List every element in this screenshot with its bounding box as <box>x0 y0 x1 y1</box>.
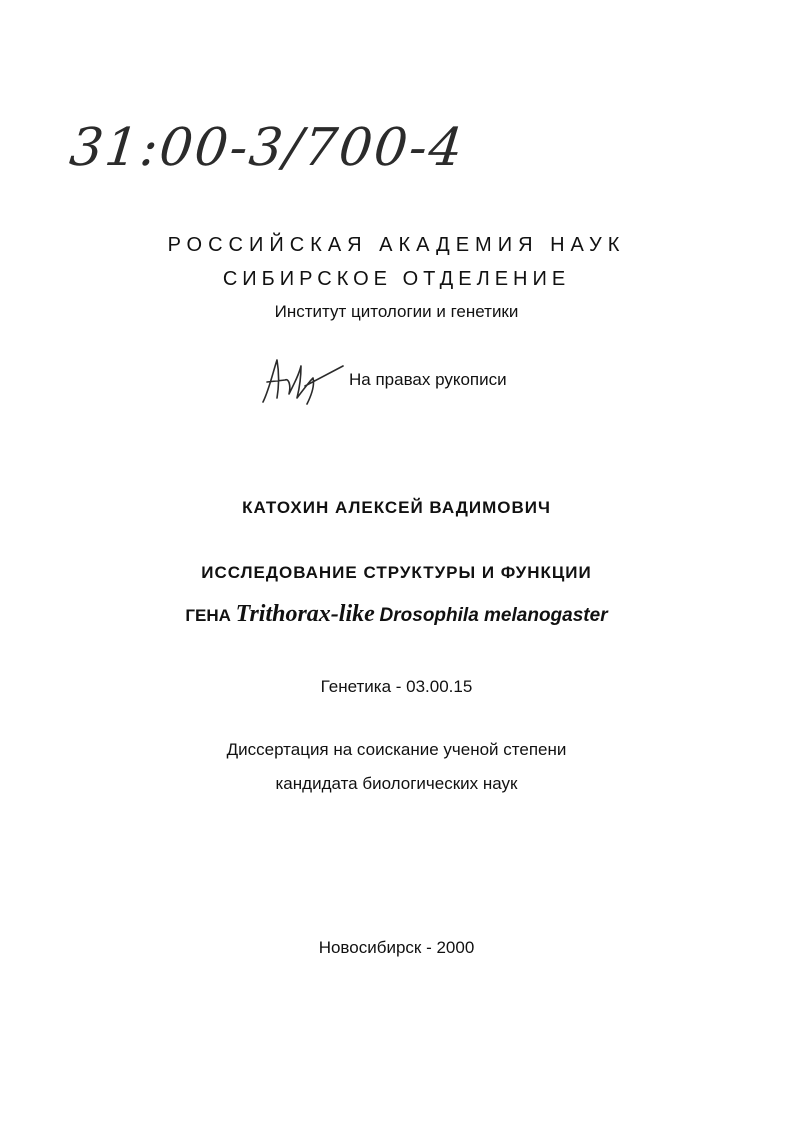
branch-name: СИБИРСКОЕ ОТДЕЛЕНИЕ <box>222 268 571 290</box>
gene-name: Trithorax-like <box>235 601 375 627</box>
title-line-1: ИССЛЕДОВАНИЕ СТРУКТУРЫ И ФУНКЦИИ <box>201 563 592 582</box>
degree-line-2: кандидата биологических наук <box>275 774 518 793</box>
manuscript-note: На правах рукописи <box>349 370 507 389</box>
species-name: Drosophila melanogaster <box>379 605 608 626</box>
title-prefix: ГЕНА <box>185 606 231 625</box>
author-name: КАТОХИН АЛЕКСЕЙ ВАДИМОВИЧ <box>242 498 551 517</box>
handwritten-shelfmark: 31:00-3/700-4 <box>66 118 468 178</box>
signature-icon <box>255 352 347 412</box>
degree-line-1: Диссертация на соискание ученой степени <box>226 740 567 759</box>
title-line-2 <box>0 601 793 628</box>
city-year: Новосибирск - 2000 <box>318 938 475 957</box>
specialty: Генетика - 03.00.15 <box>320 677 473 696</box>
institute-name: Институт цитологии и генетики <box>274 302 519 321</box>
academy-name: РОССИЙСКАЯ АКАДЕМИЯ НАУК <box>167 234 626 256</box>
